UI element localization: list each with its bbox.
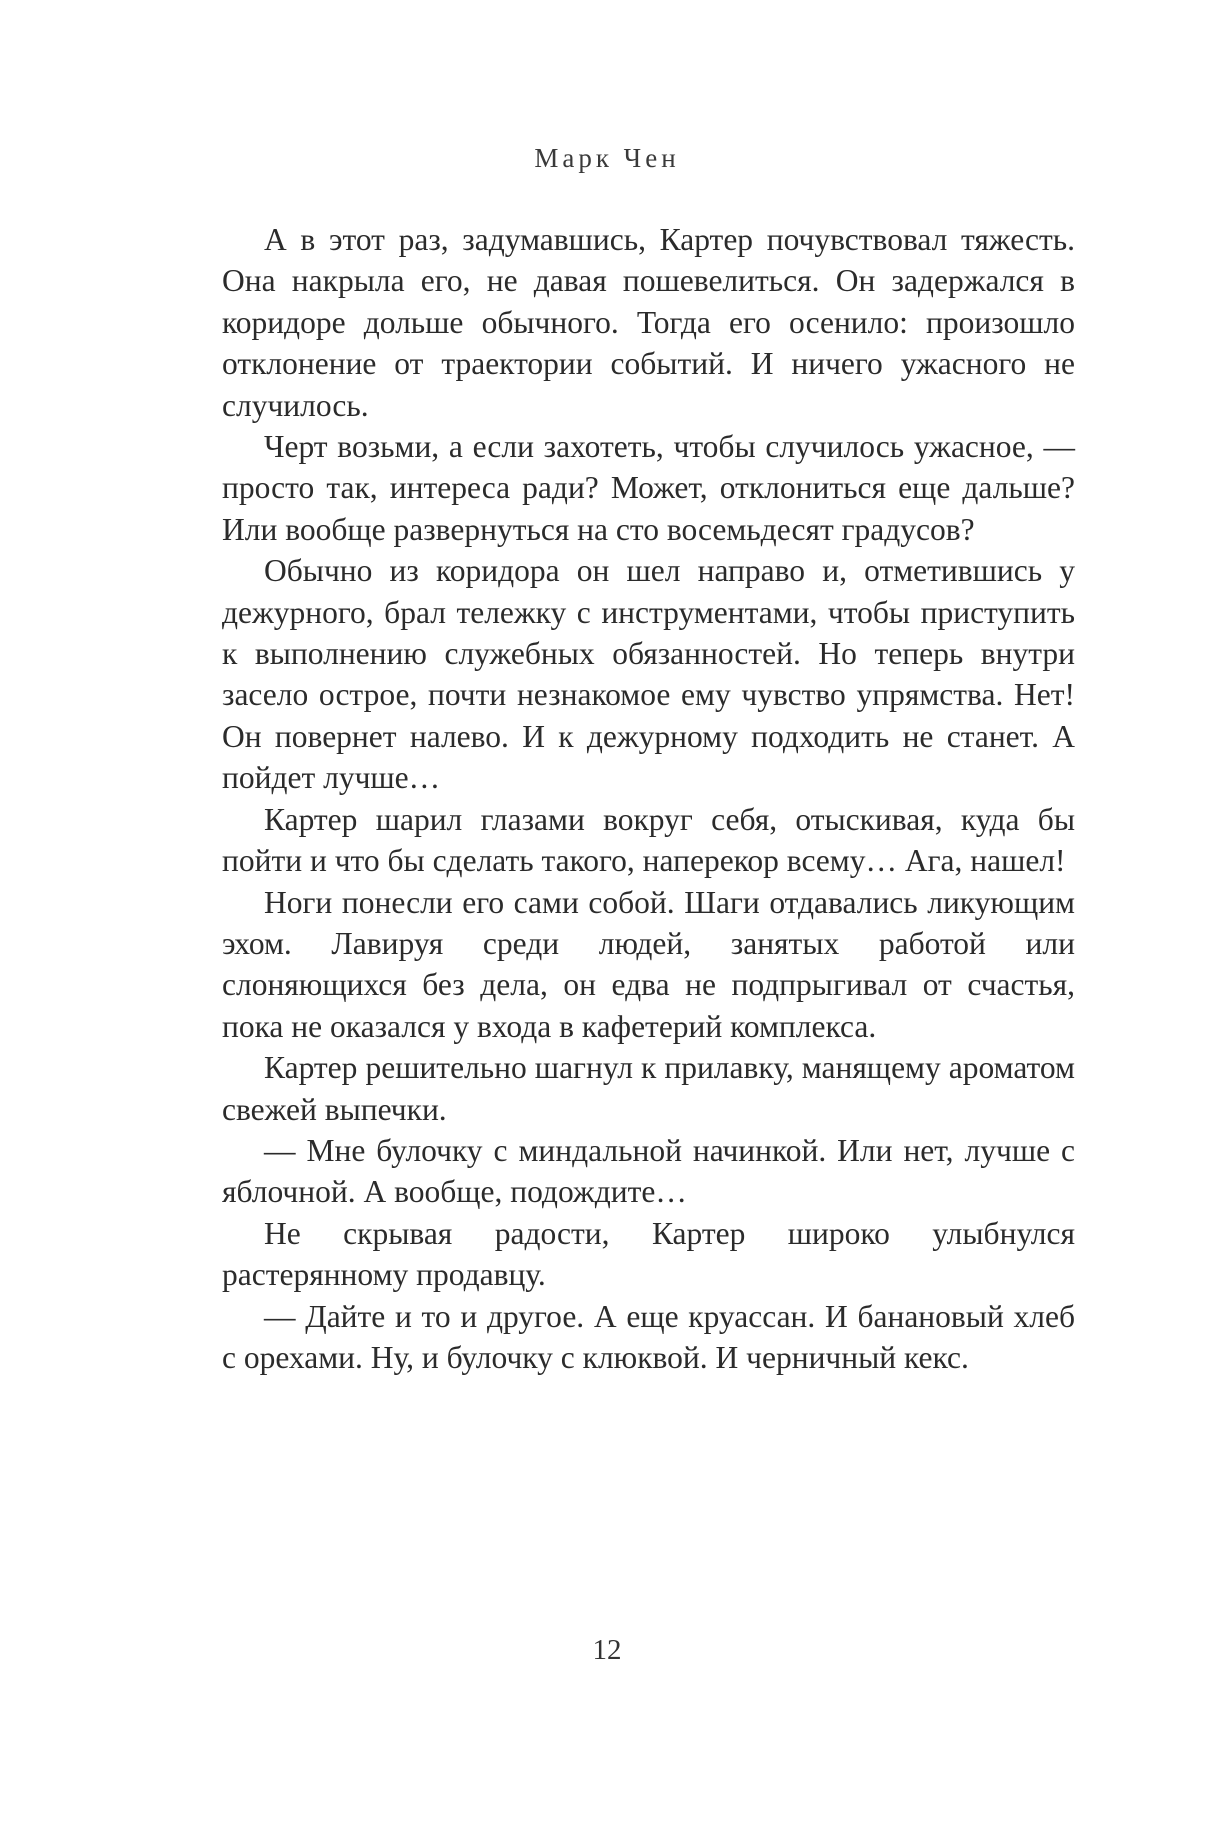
paragraph: Ноги понесли его сами собой. Шаги отдавались ликующим эхом. Лавируя среди людей, занятых работой или слоняющихся без дела, он едва не подпрыгивал от счастья, пока не оказался у входа в кафетерий комплекса.	[222, 884, 1075, 1044]
paragraph: Картер решительно шагнул к прилавку, манящему ароматом свежей выпечки.	[222, 1050, 1075, 1127]
paragraph: Картер шарил глазами вокруг себя, отыскивая, куда бы пойти и что бы сделать такого, наперекор всему… Ага, нашел!	[222, 801, 1075, 879]
body-text	[222, 219, 1075, 1378]
running-head-author: Марк Чен	[534, 143, 680, 173]
page-number: 12	[592, 1634, 622, 1666]
paragraph: А в этот раз, задумавшись, Картер почувствовал тяжесть. Она накрыла его, не давая пошевелиться. Он задержался в коридоре дольше обычного. Тогда его осенило: произошло отклонение от траектории событий. И ничего ужасного не случилось.	[222, 222, 1075, 423]
dialogue-line: — Мне булочку с миндальной начинкой. Или нет, лучше с яблочной. А вообще, подождите…	[222, 1132, 1075, 1210]
paragraph: Обычно из коридора он шел направо и, отметившись у дежурного, брал тележку с инструментами, чтобы приступить к выполнению служебных обязанностей. Но теперь внутри засело острое, почти незнакомое ему чувство упрямства. Нет! Он повернет налево. И к дежурному подходить не станет. А пойдет лучше…	[222, 553, 1075, 796]
paragraph: Не скрывая радости, Картер широко улыбнулся растерянному продавцу.	[222, 1215, 1075, 1293]
paragraph: Черт возьми, а если захотеть, чтобы случилось ужасное, — просто так, интереса ради? Может, отклониться еще дальше? Или вообще развернуться на сто восемьдесят градусов?	[222, 429, 1075, 547]
dialogue-line: — Дайте и то и другое. А еще круассан. И банановый хлеб с орехами. Ну, и булочку с клюквой. И черничный кекс.	[222, 1298, 1075, 1375]
